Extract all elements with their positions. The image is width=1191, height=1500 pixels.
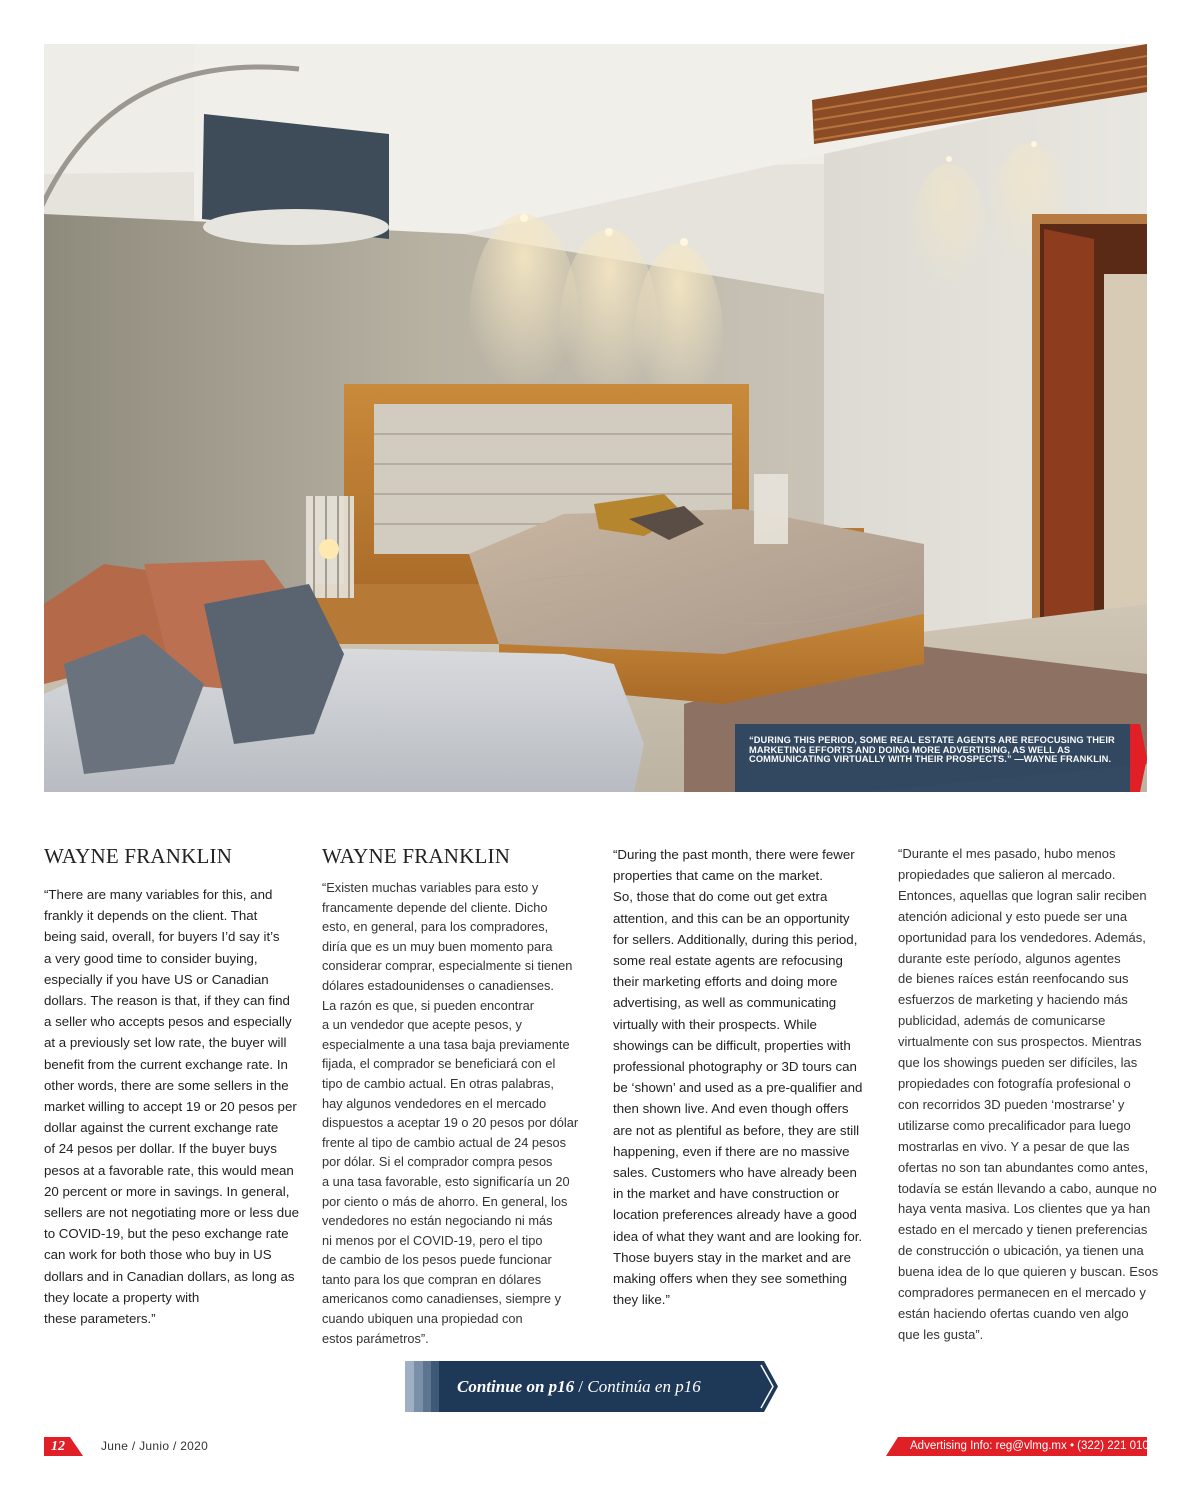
text-line: La razón es que, si pueden encontrar [322,997,535,1013]
text-line: todavía se están llevando a cabo, aunque no [898,1180,1157,1196]
text-line: be ‘shown’ and used as a pre-qualifier and [613,1080,863,1096]
text-line: attention, and this can be an opportunity [613,910,850,926]
text-line: especially if you have US or Canadian [44,971,269,987]
text-line: diría que es un muy buen momento para [322,938,553,954]
text-line: sellers are not negotiating more or less due [44,1205,299,1221]
text-line: for sellers. Additionally, during this period, [613,931,858,947]
column-heading: WAYNE FRANKLIN [44,844,233,868]
text-line: que los showings pueden ser difíciles, las [898,1055,1138,1071]
text-line: advertising, as well as communicating [613,995,837,1011]
text-line: a una tasa favorable, esto significaría un 20 [322,1173,570,1189]
text-line: compradores permanecen en el mercado y [898,1285,1146,1301]
text-line: Entonces, aquellas que logran salir reciben [898,887,1147,903]
spanish-paragraph-2 [898,844,1160,1346]
text-line: francamente depende del cliente. Dicho [322,899,548,915]
english-column [44,844,306,1329]
continue-english: Continue on p16 [457,1377,575,1396]
text-line: con recorridos 3D pueden ‘mostrarse’ y [898,1096,1125,1112]
text-line: a very good time to consider buying, [44,950,258,966]
text-line: estos parámetros”. [322,1330,429,1346]
text-line: a seller who accepts pesos and especially [44,1014,292,1030]
text-line: por dólar. Si el comprador compra pesos [322,1154,553,1170]
text-line: these parameters.” [44,1311,156,1327]
text-line: publicidad, además de comunicarse [898,1013,1106,1029]
text-line: virtually with their prospects. While [613,1016,817,1032]
text-line: they like.” [613,1292,670,1308]
text-line: hay algunos vendedores en el mercado [322,1095,547,1111]
text-line: especialmente a una tasa baja previamente [322,1036,570,1052]
english-paragraph [44,884,306,1329]
text-line: making offers when they see something [613,1271,848,1287]
text-line: a un vendedor que acepte pesos, y [322,1017,522,1033]
text-line: “There are many variables for this, and [44,887,273,902]
text-line: dollars and in Canadian dollars, as long as [44,1268,295,1284]
text-line: tanto para los que compran en dólares [322,1271,542,1287]
page-number: 12 [51,1439,65,1454]
text-line: are not as plentiful as before, they are still [613,1122,860,1138]
text-line: americanos como canadienses, siempre y [322,1291,561,1307]
text-line: professional photography or 3D tours can [613,1059,857,1075]
text-line: can work for both those who buy in US [44,1247,272,1263]
text-line: por ciento o más de ahorro. En general, los [322,1193,568,1209]
text-line: then shown live. And even though offers [613,1101,849,1117]
text-line: ofertas no son tan abundantes como antes, [898,1159,1149,1175]
text-line: 20 percent or more in savings. In general, [44,1183,290,1199]
text-line: que les gusta”. [898,1326,984,1342]
text-line: esfuerzos de marketing y haciendo más [898,992,1128,1008]
text-line: dispuestos a aceptar 19 o 20 pesos por dólar [322,1115,579,1131]
text-line: idea of what they want and are looking for. [613,1228,863,1244]
text-line: virtualmente con sus prospectos. Mientras [898,1034,1142,1050]
continue-separator: / [574,1377,588,1396]
advertising-info-badge [886,1437,1156,1456]
continue-text [457,1361,701,1412]
text-line: sales. Customers who have already been [613,1165,857,1181]
text-line: propiedades con fotografía profesional o [898,1075,1131,1091]
caption-accent-icon [1130,724,1147,792]
text-line: Those buyers stay in the market and are [613,1249,851,1265]
text-line: dollars. The reason is that, if they can find [44,993,290,1009]
text-line: to COVID-19, but the peso exchange rate [44,1226,289,1242]
text-line: “Existen muchas variables para esto y [322,880,539,895]
text-line: mostrarlas en vivo. Y a pesar de que las [898,1138,1130,1154]
text-line: pesos at a favorable rate, this would mean [44,1162,294,1178]
text-line: buena idea de lo que quieren y buscan. Esos [898,1264,1159,1280]
text-line: some real estate agents are refocusing [613,953,843,969]
text-line: their marketing efforts and doing more [613,974,838,990]
advertising-info-text: Advertising Info: reg@vlmg.mx • (322) 221 0106 [910,1440,1156,1452]
text-line: vendedores no están negociando ni más [322,1213,553,1229]
text-line: oportunidad para los vendedores. Además, [898,929,1146,945]
text-line: frankly it depends on the client. That [44,908,258,924]
english-column-2 [613,844,875,1310]
text-line: propiedades que salieron al mercado. [898,866,1116,882]
spanish-column-2 [898,844,1160,1346]
text-line: dólares estadounidenses o canadienses. [322,977,554,993]
text-line: location preferences already have a good [613,1207,857,1223]
text-line: So, those that do come out get extra [613,889,828,905]
text-line: in the market and have construction or [613,1186,840,1202]
text-line: happening, even if there are no massive [613,1143,850,1159]
issue-date: June / Junio / 2020 [101,1439,209,1453]
text-line: other words, there are some sellers in the [44,1077,289,1093]
text-line: they locate a property with [44,1289,200,1305]
text-line: “Durante el mes pasado, hubo menos [898,846,1116,861]
text-line: market willing to accept 19 or 20 pesos per [44,1099,297,1115]
text-line: fijada, el comprador se beneficiará con el [322,1056,556,1072]
page-number-badge [44,1437,83,1456]
text-line: utilizarse como precalificador para luego [898,1117,1131,1133]
text-line: tipo de cambio actual. En otras palabras, [322,1075,554,1091]
continue-spanish: Continúa en p16 [587,1377,701,1396]
text-line: durante este período, algunos agentes [898,950,1121,966]
text-line: benefit from the current exchange rate. In [44,1056,288,1072]
text-line: properties that came on the market. [613,868,823,884]
spanish-column [322,844,584,1348]
banner-stripes-icon [405,1361,439,1412]
text-line: at a previously set low rate, the buyer will [44,1035,287,1051]
spanish-paragraph [322,878,584,1348]
text-line: haya venta masiva. Los clientes que ya han [898,1201,1151,1217]
photo-caption [735,724,1130,792]
text-line: dollar against the current exchange rate [44,1120,279,1136]
text-line: de bienes raíces están reenfocando sus [898,971,1129,987]
text-line: cuando ubiquen una propiedad con [322,1311,523,1327]
english-paragraph-2 [613,844,875,1310]
text-line: ni menos por el COVID-19, pero el tipo [322,1232,543,1248]
bedroom-photo [44,44,1147,792]
text-line: showings can be difficult, properties with [613,1037,851,1053]
text-line: esto, en general, para los compradores, [322,919,549,935]
text-line: atención adicional y esto puede ser una [898,908,1128,924]
text-line: “During the past month, there were fewer [613,847,855,862]
text-line: of 24 pesos per dollar. If the buyer buys [44,1141,277,1157]
text-line: de cambio de los pesos puede funcionar [322,1252,552,1268]
text-line: estado en el mercado y tienen preferencias [898,1222,1148,1238]
text-line: están haciendo ofertas cuando ven algo [898,1305,1129,1321]
text-line: being said, overall, for buyers I’d say it’s [44,929,280,945]
caption-text: “DURING THIS PERIOD, SOME REAL ESTATE AGENTS ARE REFOCUSING THEIR MARKETING EFFORTS AND DOING MORE ADVERTISING, AS WELL AS COMMUNICATING VIRTUALLY WITH THEIR PROSPECTS.” —WAYNE FRANKLIN. [749,735,1115,765]
text-line: frente al tipo de cambio actual de 24 pesos [322,1134,567,1150]
text-line: de construcción o ubicación, ya tienen una [898,1243,1144,1259]
continue-banner[interactable] [405,1361,778,1412]
column-heading: WAYNE FRANKLIN [322,844,511,868]
text-line: considerar comprar, especialmente si tienen [322,958,573,974]
